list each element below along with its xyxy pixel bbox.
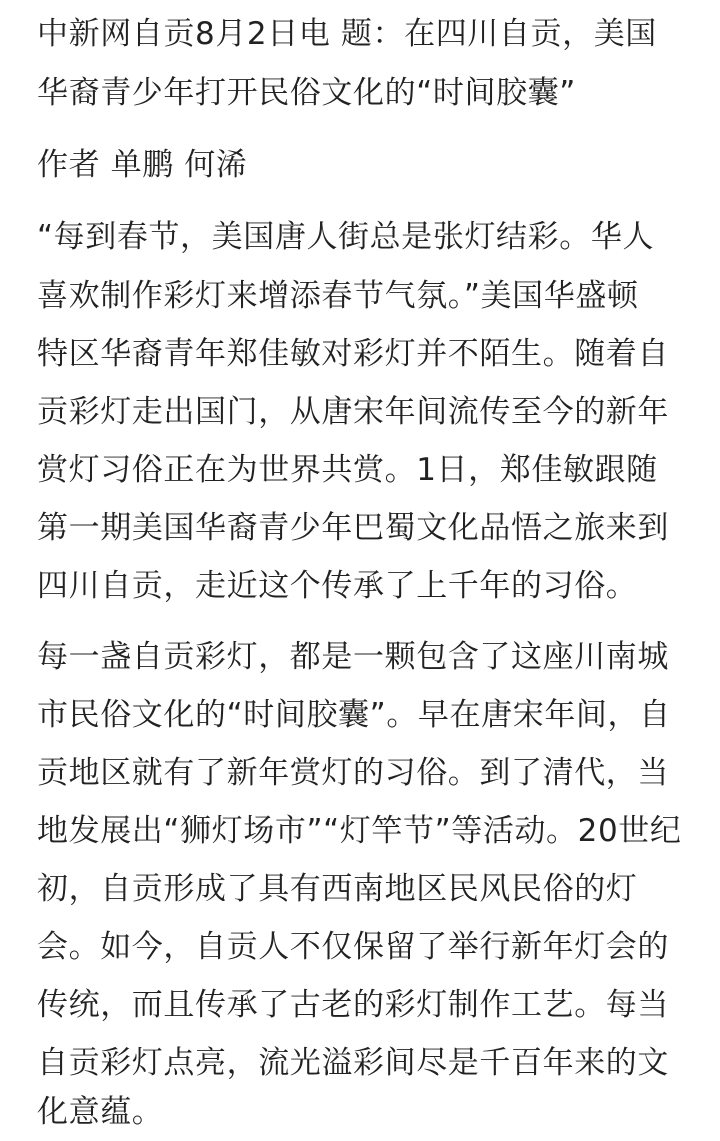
dateline-title-line: 华裔青少年打开民俗文化的“时间胶囊” <box>37 75 576 111</box>
paragraph-line: 地发展出“狮灯场市”“灯竿节”等活动。20世纪 <box>37 813 682 849</box>
byline: 作者 单鹏 何浠 <box>37 147 248 183</box>
dateline-title-line: 中新网自贡8月2日电 题：在四川自贡，美国 <box>37 16 657 52</box>
paragraph-line: 自贡彩灯点亮，流光溢彩间尽是千百年来的文 <box>37 1045 669 1081</box>
paragraph-line: 贡彩灯走出国门，从唐宋年间流传至今的新年 <box>37 394 669 430</box>
paragraph-line: 贡地区就有了新年赏灯的习俗。到了清代，当 <box>37 755 669 791</box>
paragraph-line: 市民俗文化的“时间胶囊”。早在唐宋年间，自 <box>37 697 671 733</box>
paragraph-line: 赏灯习俗正在为世界共赏。1日，郑佳敏跟随 <box>37 452 658 488</box>
paragraph-line: 化意蕴。 <box>37 1094 164 1130</box>
paragraph-line: 四川自贡，走近这个传承了上千年的习俗。 <box>37 568 638 604</box>
paragraph-line: 传统，而且传承了古老的彩灯制作工艺。每当 <box>37 987 669 1023</box>
paragraph-line: 会。如今，自贡人不仅保留了举行新年灯会的 <box>37 929 669 965</box>
paragraph-line: “每到春节，美国唐人街总是张灯结彩。华人 <box>37 219 655 255</box>
paragraph-line: 每一盏自贡彩灯，都是一颗包含了这座川南城 <box>37 639 669 675</box>
paragraph-line: 特区华裔青年郑佳敏对彩灯并不陌生。随着自 <box>37 336 669 372</box>
paragraph-line: 初，自贡形成了具有西南地区民风民俗的灯 <box>37 871 638 907</box>
paragraph-line: 第一期美国华裔青少年巴蜀文化品悟之旅来到 <box>37 510 669 546</box>
paragraph-line: 喜欢制作彩灯来增添春节气氛。”美国华盛顿 <box>37 278 639 314</box>
